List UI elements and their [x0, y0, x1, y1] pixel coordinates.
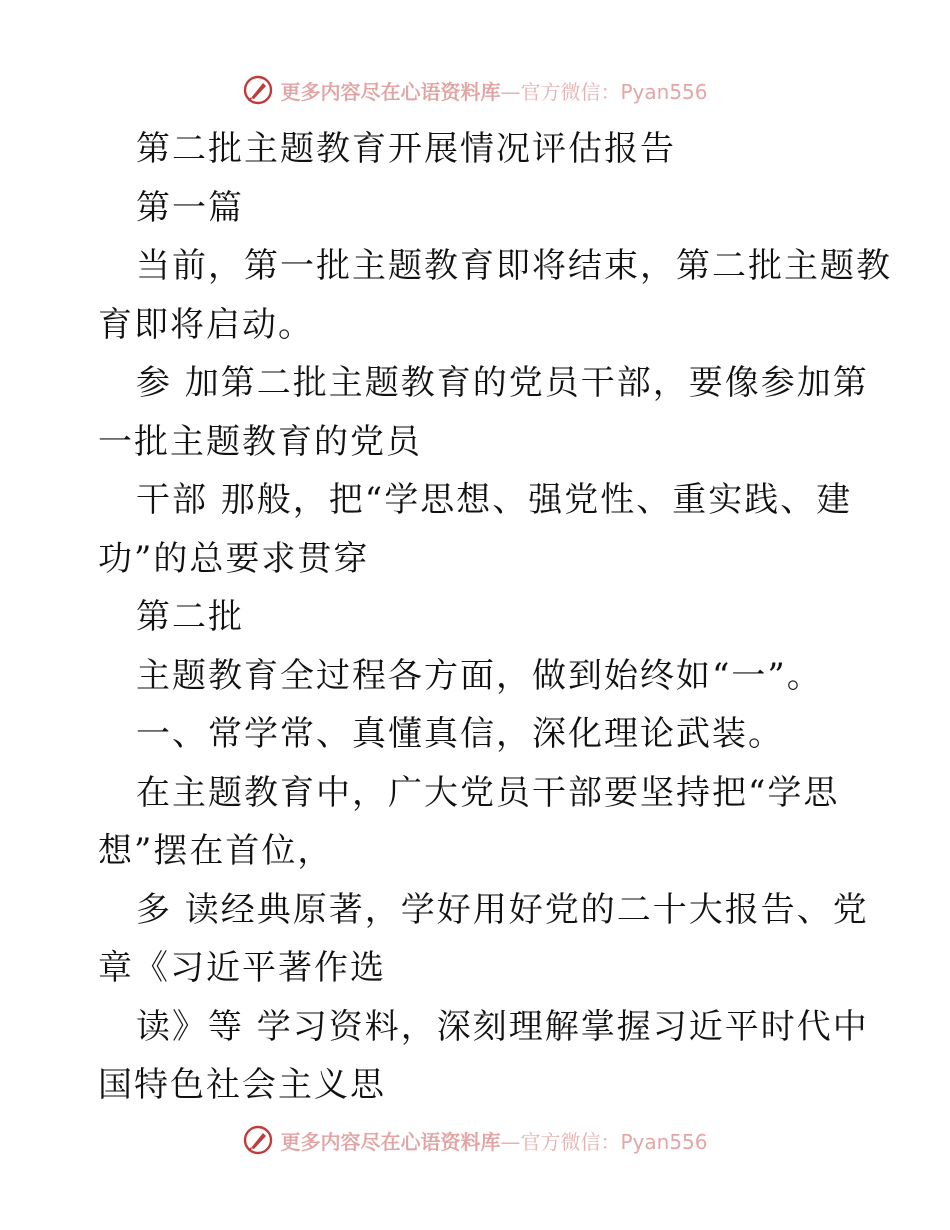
document-line: 第一篇: [136, 187, 244, 228]
document-line: 功”的总要求贯穿: [98, 538, 370, 579]
document-line: 读》等 学习资料，深刻理解掌握习近平时代中: [136, 1006, 869, 1047]
document-line: 主题教育全过程各方面，做到始终如“一”。: [136, 655, 823, 696]
watermark-official-label: 官方微信：: [520, 1129, 621, 1154]
watermark-site: 更多内容尽在心语资料库: [280, 1129, 501, 1154]
watermark-official-label: 官方微信：: [520, 79, 621, 104]
quill-pen-logo-icon: [242, 74, 274, 106]
watermark-site: 更多内容尽在心语资料库: [280, 79, 501, 104]
document-line: 参 加第二批主题教育的党员干部，要像参加第: [136, 363, 869, 403]
document-line: 国特色社会主义思: [98, 1065, 386, 1105]
document-line: 干部 那般，把“学思想、强党性、重实践、建: [136, 480, 853, 520]
quill-pen-logo-icon: [242, 1124, 274, 1156]
watermark-dash: —: [500, 1129, 521, 1154]
document-line: 在主题教育中，广大党员干部要坚持把“学思: [136, 772, 840, 813]
document-body: [98, 120, 892, 1115]
footer-watermark: [0, 1120, 950, 1160]
watermark-text: [280, 1126, 707, 1155]
watermark-account: Pyan556: [620, 79, 708, 104]
document-line: 一、常学常、真懂真信，深化理论武装。: [136, 714, 784, 754]
document-line: 多 读经典原著，学好用好党的二十大报告、党: [136, 889, 869, 930]
document-line: 当前，第一批主题教育即将结束，第二批主题教: [136, 246, 892, 286]
document-line: 一批主题教育的党员: [98, 421, 422, 462]
watermark-account: Pyan556: [620, 1129, 708, 1154]
header-watermark: [0, 70, 950, 110]
document-line: 育即将启动。: [98, 304, 314, 345]
document-line: 想”摆在首位，: [98, 831, 334, 871]
document-title: 第二批主题教育开展情况评估报告: [136, 129, 676, 169]
watermark-dash: —: [500, 79, 521, 104]
document-line: 章《习近平著作选: [98, 948, 386, 988]
document-line: 第二批: [136, 597, 244, 637]
watermark-text: [280, 76, 707, 105]
